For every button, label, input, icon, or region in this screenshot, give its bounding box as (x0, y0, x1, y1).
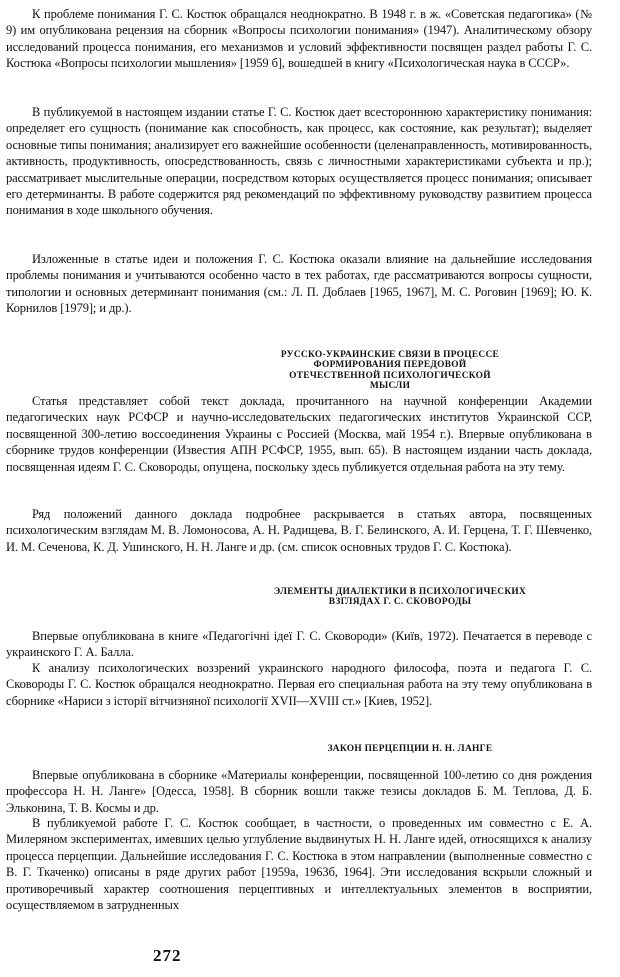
paragraph-section2-1: Впервые опубликована в книге «Педагогічні ідеї Г. С. Сковороди» (Київ, 1972). Печатается в переводе с украинского Г. А. Балла. (6, 629, 592, 660)
section-heading-lange-law: ЗАКОН ПЕРЦЕПЦИИ Н. Н. ЛАНГЕ (327, 744, 493, 754)
section-heading-russian-ukrainian-ties: РУССКО-УКРАИНСКИЕ СВЯЗИ В ПРОЦЕССЕ ФОРМИРОВАНИЯ ПЕРЕДОВОЙ ОТЕЧЕСТВЕННОЙ ПСИХОЛОГИЧЕСКОЙ МЫСЛИ (280, 350, 500, 392)
paragraph-intro-2: В публикуемой в настоящем издании статье Г. С. Костюк дает всестороннюю характеристику понимания: определяет его сущность (понимание как способность, как процесс, как состояние, как результат); выделяет основные типы понимания; анализирует его важнейшие особенности (целенаправленность, мотивированность, активность, продуктивность, опосредствованность, связь с личностными характеристиками субъекта и пр.); рассматривает мыслительные операции, посредством которых осуществляется процесс понимания; описывает его детерминанты. В работе содержится ряд рекомендаций по эффективному руководству развитием процесса понимания в ходе школьного обучения. (6, 105, 592, 218)
paragraph-section3-2: В публикуемой работе Г. С. Костюк сообщает, в частности, о проведенных им совместно с Е. А. Милеряном экспериментах, имевших целью углубление выдвинутых Н. Н. Ланге идей, относящихся к анализу процесса перцепции. Дальнейшие исследования Г. С. Костюка в этом направлении (выполненные совместно с В. Г. Ткаченко) описаны в ряде других работ [1959а, 1963б, 1964]. Эти исследования вскрыли сложный и противоречивый характер соотношения перцептивных и интеллектуальных элементов в восприятии, осуществляемом в затрудненных (6, 816, 592, 913)
paragraph-intro-3: Изложенные в статье идеи и положения Г. С. Костюка оказали влияние на дальнейшие исследования проблемы понимания и учитываются особенно часто в тех работах, где рассматриваются вопросы сущности, типологии и основных детерминант понимания (см.: Л. П. Доблаев [1965, 1967], М. С. Роговин [1969]; Ю. К. Корнилов [1979]; и др.). (6, 252, 592, 316)
paragraph-section2-2: К анализу психологических воззрений украинского народного философа, поэта и педагога Г. С. Сковороды Г. С. Костюк обращался неоднократно. Первая его специальная работа на эту тему опубликована в сборнике «Нариси з історії вітчизняної психології XVII—XVIII ст.» [Киев, 1952]. (6, 661, 592, 708)
paragraph-intro-1: К проблеме понимания Г. С. Костюк обращался неоднократно. В 1948 г. в ж. «Советская педагогика» (№ 9) им опубликована рецензия на сборник «Вопросы психологии понимания» (1947). Аналитическому обзору исследований процесса понимания, его механизмов и условий эффективности посвящен раздел работы Г. С. Костюка «Вопросы психологии мышления» [1959 б], вошедшей в книгу «Психологическая наука в СССР». (6, 7, 592, 71)
paragraph-section1-1: Статья представляет собой текст доклада, прочитанного на научной конференции Академии педагогических наук РСФСР и научно-исследовательских педагогических институтов Украинской ССР, посвященной 300-летию воссоединения Украины с Россией (Москва, май 1954 г.). Впервые опубликована в сборнике трудов конференции (Известия АПН РСФСР, 1955, вып. 65). В настоящем издании часть доклада, посвященная идеям Г. С. Сковороды, опущена, поскольку здесь публикуется отдельная работа на эту тему. (6, 394, 592, 474)
paragraph-section1-2: Ряд положений данного доклада подробнее раскрывается в статьях автора, посвященных психологическим взглядам М. В. Ломоносова, А. Н. Радищева, В. Г. Белинского, А. И. Герцена, Т. Г. Шевченко, И. М. Сеченова, К. Д. Ушинского, Н. Н. Ланге и др. (см. список основных трудов Г. С. Костюка). (6, 507, 592, 554)
page-number: 272 (153, 946, 182, 965)
paragraph-section3-1: Впервые опубликована в сборнике «Материалы конференции, посвященной 100-летию со дня рождения профессора Н. Н. Ланге» [Одесса, 1958]. В сборник вошли также тезисы докладов Б. М. Теплова, Д. Б. Эльконина, Т. В. Космы и др. (6, 768, 592, 815)
section-heading-dialectics: ЭЛЕМЕНТЫ ДИАЛЕКТИКИ В ПСИХОЛОГИЧЕСКИХ ВЗГЛЯДАХ Г. С. СКОВОРОДЫ (273, 587, 527, 608)
